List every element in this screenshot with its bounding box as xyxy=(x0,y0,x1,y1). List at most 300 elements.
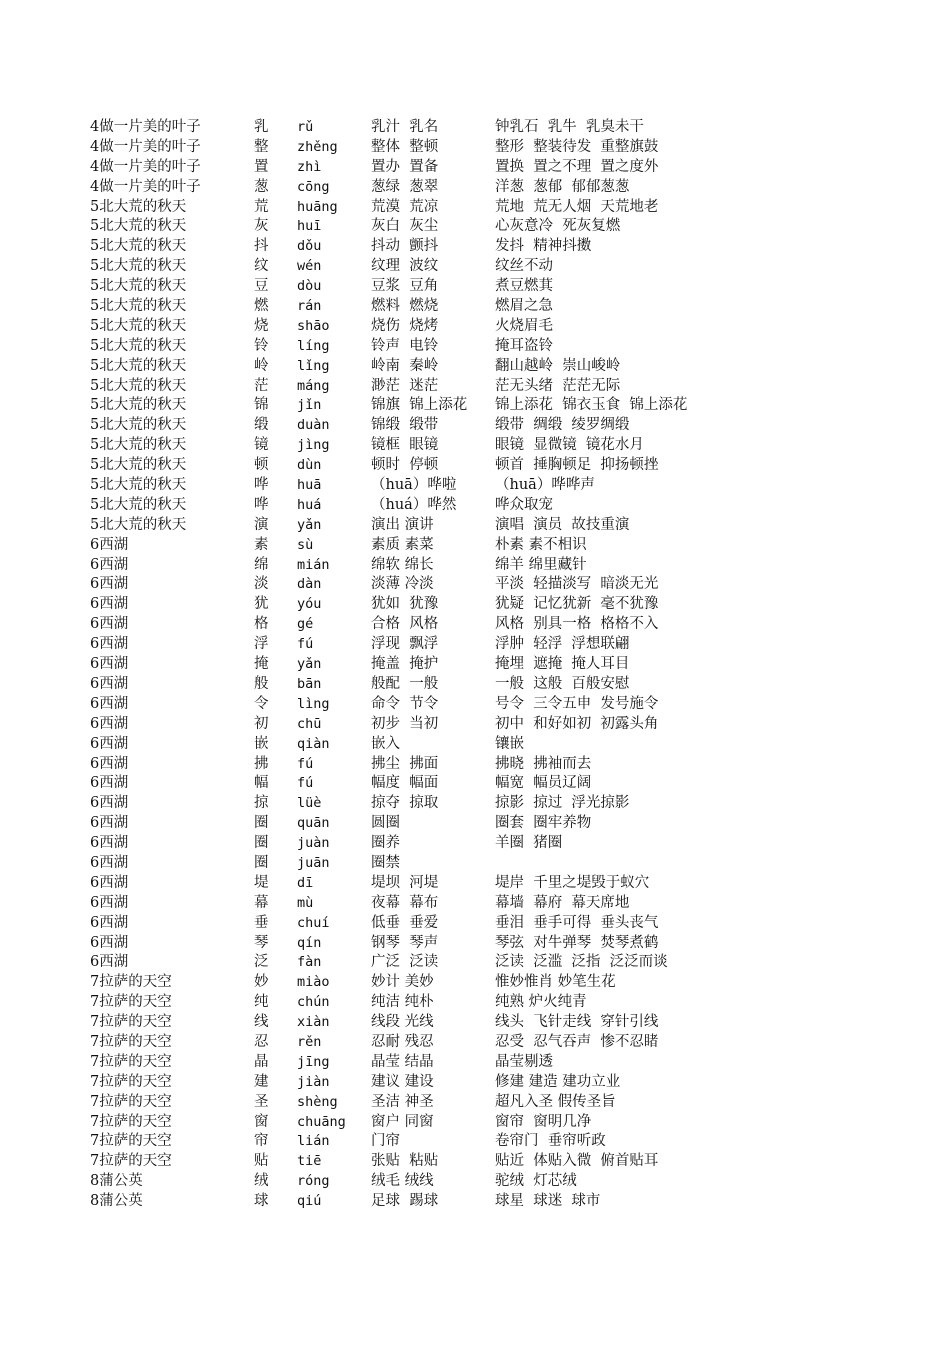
character-cell: 帘 xyxy=(254,1133,269,1150)
lesson-cell: 5北大荒的秋天 xyxy=(90,377,187,394)
phrases-cell: 犹疑 记忆犹新 毫不犹豫 xyxy=(495,596,659,613)
phrases-cell: 修建 建造 建功立业 xyxy=(495,1073,621,1090)
lesson-cell: 5北大荒的秋天 xyxy=(90,516,187,533)
phrases-cell: 晶莹剔透 xyxy=(495,1053,553,1070)
pinyin-cell: juān xyxy=(297,854,330,871)
pinyin-cell: xiàn xyxy=(297,1014,330,1031)
words-cell: 命令 节令 xyxy=(371,695,439,712)
character-cell: 令 xyxy=(254,695,269,712)
lesson-cell: 6西湖 xyxy=(90,556,129,573)
phrases-cell: 贴近 体贴入微 俯首贴耳 xyxy=(495,1153,659,1170)
pinyin-cell: qiú xyxy=(297,1193,322,1210)
character-cell: 圣 xyxy=(254,1093,269,1110)
words-cell: 乳汁 乳名 xyxy=(371,119,439,135)
words-cell: 燃料 燃烧 xyxy=(371,298,439,315)
character-cell: 球 xyxy=(254,1193,269,1210)
table-row xyxy=(90,635,810,655)
table-row xyxy=(90,675,810,695)
table-row xyxy=(90,237,810,257)
words-cell: 圈禁 xyxy=(371,854,400,871)
phrases-cell: 球星 球迷 球市 xyxy=(495,1193,601,1210)
phrases-cell: 火烧眉毛 xyxy=(495,317,553,334)
words-cell: 门帘 xyxy=(371,1133,400,1150)
lesson-cell: 4做一片美的叶子 xyxy=(90,138,201,155)
pinyin-cell: huā xyxy=(297,477,322,494)
lesson-cell: 6西湖 xyxy=(90,795,129,812)
words-cell: 锦缎 缎带 xyxy=(371,417,439,434)
pinyin-cell: yǎn xyxy=(297,656,322,673)
table-row xyxy=(90,834,810,854)
table-row xyxy=(90,556,810,576)
words-cell: 豆浆 豆角 xyxy=(371,278,439,295)
lesson-cell: 7拉萨的天空 xyxy=(90,1113,172,1130)
lesson-cell: 6西湖 xyxy=(90,755,129,772)
phrases-cell: 号令 三令五申 发号施令 xyxy=(495,695,659,712)
character-cell: 浮 xyxy=(254,636,269,653)
vocabulary-sheet xyxy=(90,118,810,1212)
words-cell: 淡薄 冷淡 xyxy=(371,576,434,593)
lesson-cell: 6西湖 xyxy=(90,815,129,832)
phrases-cell: 茫无头绪 茫茫无际 xyxy=(495,377,621,394)
table-row xyxy=(90,993,810,1013)
words-cell: 圈养 xyxy=(371,835,400,852)
pinyin-cell: huāng xyxy=(297,198,338,215)
lesson-cell: 4做一片美的叶子 xyxy=(90,119,201,135)
lesson-cell: 7拉萨的天空 xyxy=(90,1073,172,1090)
pinyin-cell: yǎn xyxy=(297,516,322,533)
pinyin-cell: zhěng xyxy=(297,138,338,155)
lesson-cell: 4做一片美的叶子 xyxy=(90,158,201,175)
pinyin-cell: rěn xyxy=(297,1033,322,1050)
phrases-cell: 纯熟 炉火纯青 xyxy=(495,994,587,1011)
words-cell: 拂尘 拂面 xyxy=(371,755,439,772)
words-cell: 窗户 同窗 xyxy=(371,1113,434,1130)
character-cell: 忍 xyxy=(254,1033,269,1050)
lesson-cell: 5北大荒的秋天 xyxy=(90,258,187,275)
phrases-cell: 幕墙 幕府 幕天席地 xyxy=(495,894,630,911)
lesson-cell: 7拉萨的天空 xyxy=(90,1133,172,1150)
pinyin-cell: shèng xyxy=(297,1093,338,1110)
phrases-cell: 翻山越岭 崇山峻岭 xyxy=(495,357,621,374)
pinyin-cell: líng xyxy=(297,337,330,354)
table-row xyxy=(90,854,810,874)
lesson-cell: 5北大荒的秋天 xyxy=(90,317,187,334)
lesson-cell: 5北大荒的秋天 xyxy=(90,198,187,215)
words-cell: 掩盖 掩护 xyxy=(371,656,439,673)
lesson-cell: 6西湖 xyxy=(90,894,129,911)
words-cell: 渺茫 迷茫 xyxy=(371,377,439,394)
lesson-cell: 5北大荒的秋天 xyxy=(90,457,187,474)
table-row xyxy=(90,1013,810,1033)
character-cell: 线 xyxy=(254,1014,269,1031)
table-row xyxy=(90,1053,810,1073)
words-cell: 妙计 美妙 xyxy=(371,974,434,991)
character-cell: 窗 xyxy=(254,1113,269,1130)
phrases-cell: 掩耳盗铃 xyxy=(495,337,553,354)
pinyin-cell: máng xyxy=(297,377,330,394)
words-cell: 顿时 停顿 xyxy=(371,457,439,474)
lesson-cell: 5北大荒的秋天 xyxy=(90,298,187,315)
table-row xyxy=(90,1192,810,1212)
character-cell: 嵌 xyxy=(254,735,269,752)
table-row xyxy=(90,695,810,715)
table-row xyxy=(90,1132,810,1152)
table-row xyxy=(90,1093,810,1113)
character-cell: 铃 xyxy=(254,337,269,354)
character-cell: 荒 xyxy=(254,198,269,215)
table-row xyxy=(90,257,810,277)
character-cell: 贴 xyxy=(254,1153,269,1170)
lesson-cell: 6西湖 xyxy=(90,854,129,871)
table-row xyxy=(90,158,810,178)
phrases-cell: 泛读 泛滥 泛指 泛泛而谈 xyxy=(495,954,668,971)
phrases-cell: 浮肿 轻浮 浮想联翩 xyxy=(495,636,630,653)
words-cell: 晶莹 结晶 xyxy=(371,1053,434,1070)
table-row xyxy=(90,198,810,218)
character-cell: 乳 xyxy=(254,119,269,135)
character-cell: 镜 xyxy=(254,437,269,454)
phrases-cell: 超凡入圣 假传圣旨 xyxy=(495,1093,616,1110)
pinyin-cell: lǐng xyxy=(297,357,330,374)
character-cell: 绒 xyxy=(254,1173,269,1190)
words-cell: 忍耐 残忍 xyxy=(371,1033,434,1050)
phrases-cell: 卷帘门 垂帘听政 xyxy=(495,1133,606,1150)
character-cell: 般 xyxy=(254,675,269,692)
phrases-cell: 掠影 掠过 浮光掠影 xyxy=(495,795,630,812)
table-row xyxy=(90,615,810,635)
pinyin-cell: zhì xyxy=(297,158,322,175)
words-cell: 葱绿 葱翠 xyxy=(371,178,439,195)
lesson-cell: 6西湖 xyxy=(90,914,129,931)
words-cell: 锦旗 锦上添花 xyxy=(371,397,468,414)
pinyin-cell: huá xyxy=(297,496,322,513)
words-cell: 初步 当初 xyxy=(371,715,439,732)
phrases-cell: 掩埋 遮掩 掩人耳目 xyxy=(495,656,630,673)
lesson-cell: 6西湖 xyxy=(90,596,129,613)
character-cell: 晶 xyxy=(254,1053,269,1070)
table-row xyxy=(90,476,810,496)
table-row xyxy=(90,874,810,894)
words-cell: 纯洁 纯朴 xyxy=(371,994,434,1011)
words-cell: 整体 整顿 xyxy=(371,138,439,155)
words-cell: 纹理 波纹 xyxy=(371,258,439,275)
lesson-cell: 5北大荒的秋天 xyxy=(90,397,187,414)
table-row xyxy=(90,396,810,416)
phrases-cell: 置换 置之不理 置之度外 xyxy=(495,158,659,175)
character-cell: 整 xyxy=(254,138,269,155)
table-row xyxy=(90,1073,810,1093)
table-row xyxy=(90,516,810,536)
character-cell: 素 xyxy=(254,536,269,553)
phrases-cell: 堤岸 千里之堤毁于蚁穴 xyxy=(495,874,650,891)
words-cell: 烧伤 烧烤 xyxy=(371,317,439,334)
lesson-cell: 7拉萨的天空 xyxy=(90,1153,172,1170)
table-row xyxy=(90,953,810,973)
table-row xyxy=(90,735,810,755)
character-cell: 燃 xyxy=(254,298,269,315)
lesson-cell: 5北大荒的秋天 xyxy=(90,477,187,494)
pinyin-cell: chuāng xyxy=(297,1113,346,1130)
phrases-cell: 一般 这般 百般安慰 xyxy=(495,675,630,692)
pinyin-cell: dàn xyxy=(297,576,322,593)
table-row xyxy=(90,456,810,476)
character-cell: 顿 xyxy=(254,457,269,474)
character-cell: 演 xyxy=(254,516,269,533)
table-row xyxy=(90,894,810,914)
character-cell: 哗 xyxy=(254,496,269,513)
words-cell: 绵软 绵长 xyxy=(371,556,434,573)
character-cell: 圈 xyxy=(254,835,269,852)
words-cell: 绒毛 绒线 xyxy=(371,1173,434,1190)
table-row xyxy=(90,297,810,317)
character-cell: 掩 xyxy=(254,656,269,673)
phrases-cell: 煮豆燃萁 xyxy=(495,278,553,295)
lesson-cell: 8蒲公英 xyxy=(90,1173,143,1190)
table-row xyxy=(90,655,810,675)
character-cell: 垂 xyxy=(254,914,269,931)
character-cell: 哗 xyxy=(254,477,269,494)
character-cell: 灰 xyxy=(254,218,269,235)
table-row xyxy=(90,934,810,954)
table-row xyxy=(90,277,810,297)
lesson-cell: 6西湖 xyxy=(90,675,129,692)
table-row xyxy=(90,536,810,556)
words-cell: 夜幕 幕布 xyxy=(371,894,439,911)
table-row xyxy=(90,814,810,834)
character-cell: 抖 xyxy=(254,238,269,255)
character-cell: 圈 xyxy=(254,854,269,871)
phrases-cell: 顿首 捶胸顿足 抑扬顿挫 xyxy=(495,457,659,474)
character-cell: 初 xyxy=(254,715,269,732)
pinyin-cell: jǐn xyxy=(297,397,322,414)
table-row xyxy=(90,1172,810,1192)
words-cell: 铃声 电铃 xyxy=(371,337,439,354)
words-cell: 素质 素菜 xyxy=(371,536,434,553)
words-cell: （huá）哗然 xyxy=(371,496,457,513)
words-cell: 足球 踢球 xyxy=(371,1193,439,1210)
pinyin-cell: lián xyxy=(297,1133,330,1150)
character-cell: 置 xyxy=(254,158,269,175)
phrases-cell: 拂晓 拂袖而去 xyxy=(495,755,592,772)
phrases-cell: 发抖 精神抖擞 xyxy=(495,238,592,255)
phrases-cell: 窗帘 窗明几净 xyxy=(495,1113,592,1130)
pinyin-cell: quān xyxy=(297,815,330,832)
table-row xyxy=(90,755,810,775)
phrases-cell: 初中 和好如初 初露头角 xyxy=(495,715,659,732)
character-cell: 纹 xyxy=(254,258,269,275)
pinyin-cell: dī xyxy=(297,874,314,891)
pinyin-cell: lìng xyxy=(297,695,330,712)
character-cell: 掠 xyxy=(254,795,269,812)
table-row xyxy=(90,436,810,456)
lesson-cell: 6西湖 xyxy=(90,695,129,712)
phrases-cell: 琴弦 对牛弹琴 焚琴煮鹤 xyxy=(495,934,659,951)
lesson-cell: 5北大荒的秋天 xyxy=(90,357,187,374)
pinyin-cell: fàn xyxy=(297,954,322,971)
lesson-cell: 8蒲公英 xyxy=(90,1193,143,1210)
phrases-cell: 垂泪 垂手可得 垂头丧气 xyxy=(495,914,659,931)
character-cell: 豆 xyxy=(254,278,269,295)
words-cell: 圣洁 神圣 xyxy=(371,1093,434,1110)
character-cell: 幕 xyxy=(254,894,269,911)
pinyin-cell: bān xyxy=(297,675,322,692)
words-cell: 犹如 犹豫 xyxy=(371,596,439,613)
phrases-cell: 哗众取宠 xyxy=(495,496,553,513)
character-cell: 葱 xyxy=(254,178,269,195)
lesson-cell: 6西湖 xyxy=(90,715,129,732)
pinyin-cell: juàn xyxy=(297,835,330,852)
table-row xyxy=(90,317,810,337)
phrases-cell: 洋葱 葱郁 郁郁葱葱 xyxy=(495,178,630,195)
pinyin-cell: miào xyxy=(297,974,330,991)
character-cell: 岭 xyxy=(254,357,269,374)
pinyin-cell: mù xyxy=(297,894,314,911)
phrases-cell: 镶嵌 xyxy=(495,735,524,752)
pinyin-cell: róng xyxy=(297,1173,330,1190)
phrases-cell: 平淡 轻描淡写 暗淡无光 xyxy=(495,576,659,593)
table-row xyxy=(90,377,810,397)
pinyin-cell: yóu xyxy=(297,596,322,613)
table-row xyxy=(90,496,810,516)
character-cell: 琴 xyxy=(254,934,269,951)
phrases-cell: 线头 飞针走线 穿针引线 xyxy=(495,1014,659,1031)
lesson-cell: 6西湖 xyxy=(90,576,129,593)
lesson-cell: 7拉萨的天空 xyxy=(90,994,172,1011)
lesson-cell: 5北大荒的秋天 xyxy=(90,238,187,255)
words-cell: 建议 建设 xyxy=(371,1073,434,1090)
phrases-cell: 忍受 忍气吞声 惨不忍睹 xyxy=(495,1033,659,1050)
words-cell: （huā）哗啦 xyxy=(371,477,457,494)
phrases-cell: 心灰意冷 死灰复燃 xyxy=(495,218,621,235)
pinyin-cell: dòu xyxy=(297,278,322,295)
table-row xyxy=(90,973,810,993)
table-row xyxy=(90,575,810,595)
phrases-cell: 惟妙惟肖 妙笔生花 xyxy=(495,974,616,991)
lesson-cell: 7拉萨的天空 xyxy=(90,974,172,991)
pinyin-cell: dǒu xyxy=(297,238,322,255)
pinyin-cell: fú xyxy=(297,636,314,653)
words-cell: 置办 置备 xyxy=(371,158,439,175)
pinyin-cell: wén xyxy=(297,258,322,275)
table-row xyxy=(90,138,810,158)
table-row xyxy=(90,715,810,735)
words-cell: 岭南 秦岭 xyxy=(371,357,439,374)
pinyin-cell: rán xyxy=(297,298,322,315)
phrases-cell: 风格 别具一格 格格不入 xyxy=(495,616,659,633)
pinyin-cell: shāo xyxy=(297,317,330,334)
words-cell: 合格 风格 xyxy=(371,616,439,633)
character-cell: 建 xyxy=(254,1073,269,1090)
lesson-cell: 5北大荒的秋天 xyxy=(90,278,187,295)
character-cell: 绵 xyxy=(254,556,269,573)
table-row xyxy=(90,595,810,615)
phrases-cell: 整形 整装待发 重整旗鼓 xyxy=(495,138,659,155)
words-cell: 张贴 粘贴 xyxy=(371,1153,439,1170)
lesson-cell: 5北大荒的秋天 xyxy=(90,337,187,354)
lesson-cell: 6西湖 xyxy=(90,934,129,951)
character-cell: 堤 xyxy=(254,874,269,891)
pinyin-cell: lüè xyxy=(297,795,322,812)
phrases-cell: 锦上添花 锦衣玉食 锦上添花 xyxy=(495,397,688,414)
lesson-cell: 6西湖 xyxy=(90,735,129,752)
lesson-cell: 6西湖 xyxy=(90,775,129,792)
pinyin-cell: huī xyxy=(297,218,322,235)
pinyin-cell: dùn xyxy=(297,457,322,474)
pinyin-cell: jìng xyxy=(297,437,330,454)
character-cell: 茫 xyxy=(254,377,269,394)
words-cell: 灰白 灰尘 xyxy=(371,218,439,235)
words-cell: 低垂 垂爱 xyxy=(371,914,439,931)
pinyin-cell: sù xyxy=(297,536,314,553)
character-cell: 泛 xyxy=(254,954,269,971)
words-cell: 般配 一般 xyxy=(371,675,439,692)
phrases-cell: 燃眉之急 xyxy=(495,298,553,315)
pinyin-cell: fú xyxy=(297,755,314,772)
lesson-cell: 6西湖 xyxy=(90,536,129,553)
character-cell: 淡 xyxy=(254,576,269,593)
table-row xyxy=(90,774,810,794)
pinyin-cell: qiàn xyxy=(297,735,330,752)
lesson-cell: 5北大荒的秋天 xyxy=(90,437,187,454)
lesson-cell: 5北大荒的秋天 xyxy=(90,496,187,513)
lesson-cell: 5北大荒的秋天 xyxy=(90,417,187,434)
lesson-cell: 6西湖 xyxy=(90,835,129,852)
character-cell: 幅 xyxy=(254,775,269,792)
pinyin-cell: jiàn xyxy=(297,1073,330,1090)
words-cell: 线段 光线 xyxy=(371,1014,434,1031)
phrases-cell: 缎带 绸缎 绫罗绸缎 xyxy=(495,417,630,434)
words-cell: 幅度 幅面 xyxy=(371,775,439,792)
table-row xyxy=(90,1113,810,1133)
character-cell: 纯 xyxy=(254,994,269,1011)
pinyin-cell: chū xyxy=(297,715,322,732)
table-row xyxy=(90,118,810,138)
table-row xyxy=(90,794,810,814)
words-cell: 堤坝 河堤 xyxy=(371,874,439,891)
words-cell: 钢琴 琴声 xyxy=(371,934,439,951)
table-row xyxy=(90,1033,810,1053)
character-cell: 圈 xyxy=(254,815,269,832)
phrases-cell: 羊圈 猪圈 xyxy=(495,835,563,852)
words-cell: 嵌入 xyxy=(371,735,400,752)
words-cell: 抖动 颤抖 xyxy=(371,238,439,255)
lesson-cell: 6西湖 xyxy=(90,616,129,633)
pinyin-cell: qín xyxy=(297,934,322,951)
words-cell: 演出 演讲 xyxy=(371,516,434,533)
lesson-cell: 4做一片美的叶子 xyxy=(90,178,201,195)
character-cell: 拂 xyxy=(254,755,269,772)
lesson-cell: 6西湖 xyxy=(90,636,129,653)
phrases-cell: 眼镜 显微镜 镜花水月 xyxy=(495,437,644,454)
lesson-cell: 7拉萨的天空 xyxy=(90,1033,172,1050)
lesson-cell: 7拉萨的天空 xyxy=(90,1014,172,1031)
table-row xyxy=(90,337,810,357)
pinyin-cell: chuí xyxy=(297,914,330,931)
phrases-cell: 纹丝不动 xyxy=(495,258,553,275)
phrases-cell: （huā）哗哗声 xyxy=(495,477,595,494)
phrases-cell: 荒地 荒无人烟 天荒地老 xyxy=(495,198,659,215)
character-cell: 烧 xyxy=(254,317,269,334)
pinyin-cell: duàn xyxy=(297,417,330,434)
phrases-cell: 幅宽 幅员辽阔 xyxy=(495,775,592,792)
words-cell: 荒漠 荒凉 xyxy=(371,198,439,215)
table-row xyxy=(90,416,810,436)
lesson-cell: 5北大荒的秋天 xyxy=(90,218,187,235)
character-cell: 妙 xyxy=(254,974,269,991)
lesson-cell: 7拉萨的天空 xyxy=(90,1093,172,1110)
pinyin-cell: rǔ xyxy=(297,119,314,135)
phrases-cell: 驼绒 灯芯绒 xyxy=(495,1173,577,1190)
